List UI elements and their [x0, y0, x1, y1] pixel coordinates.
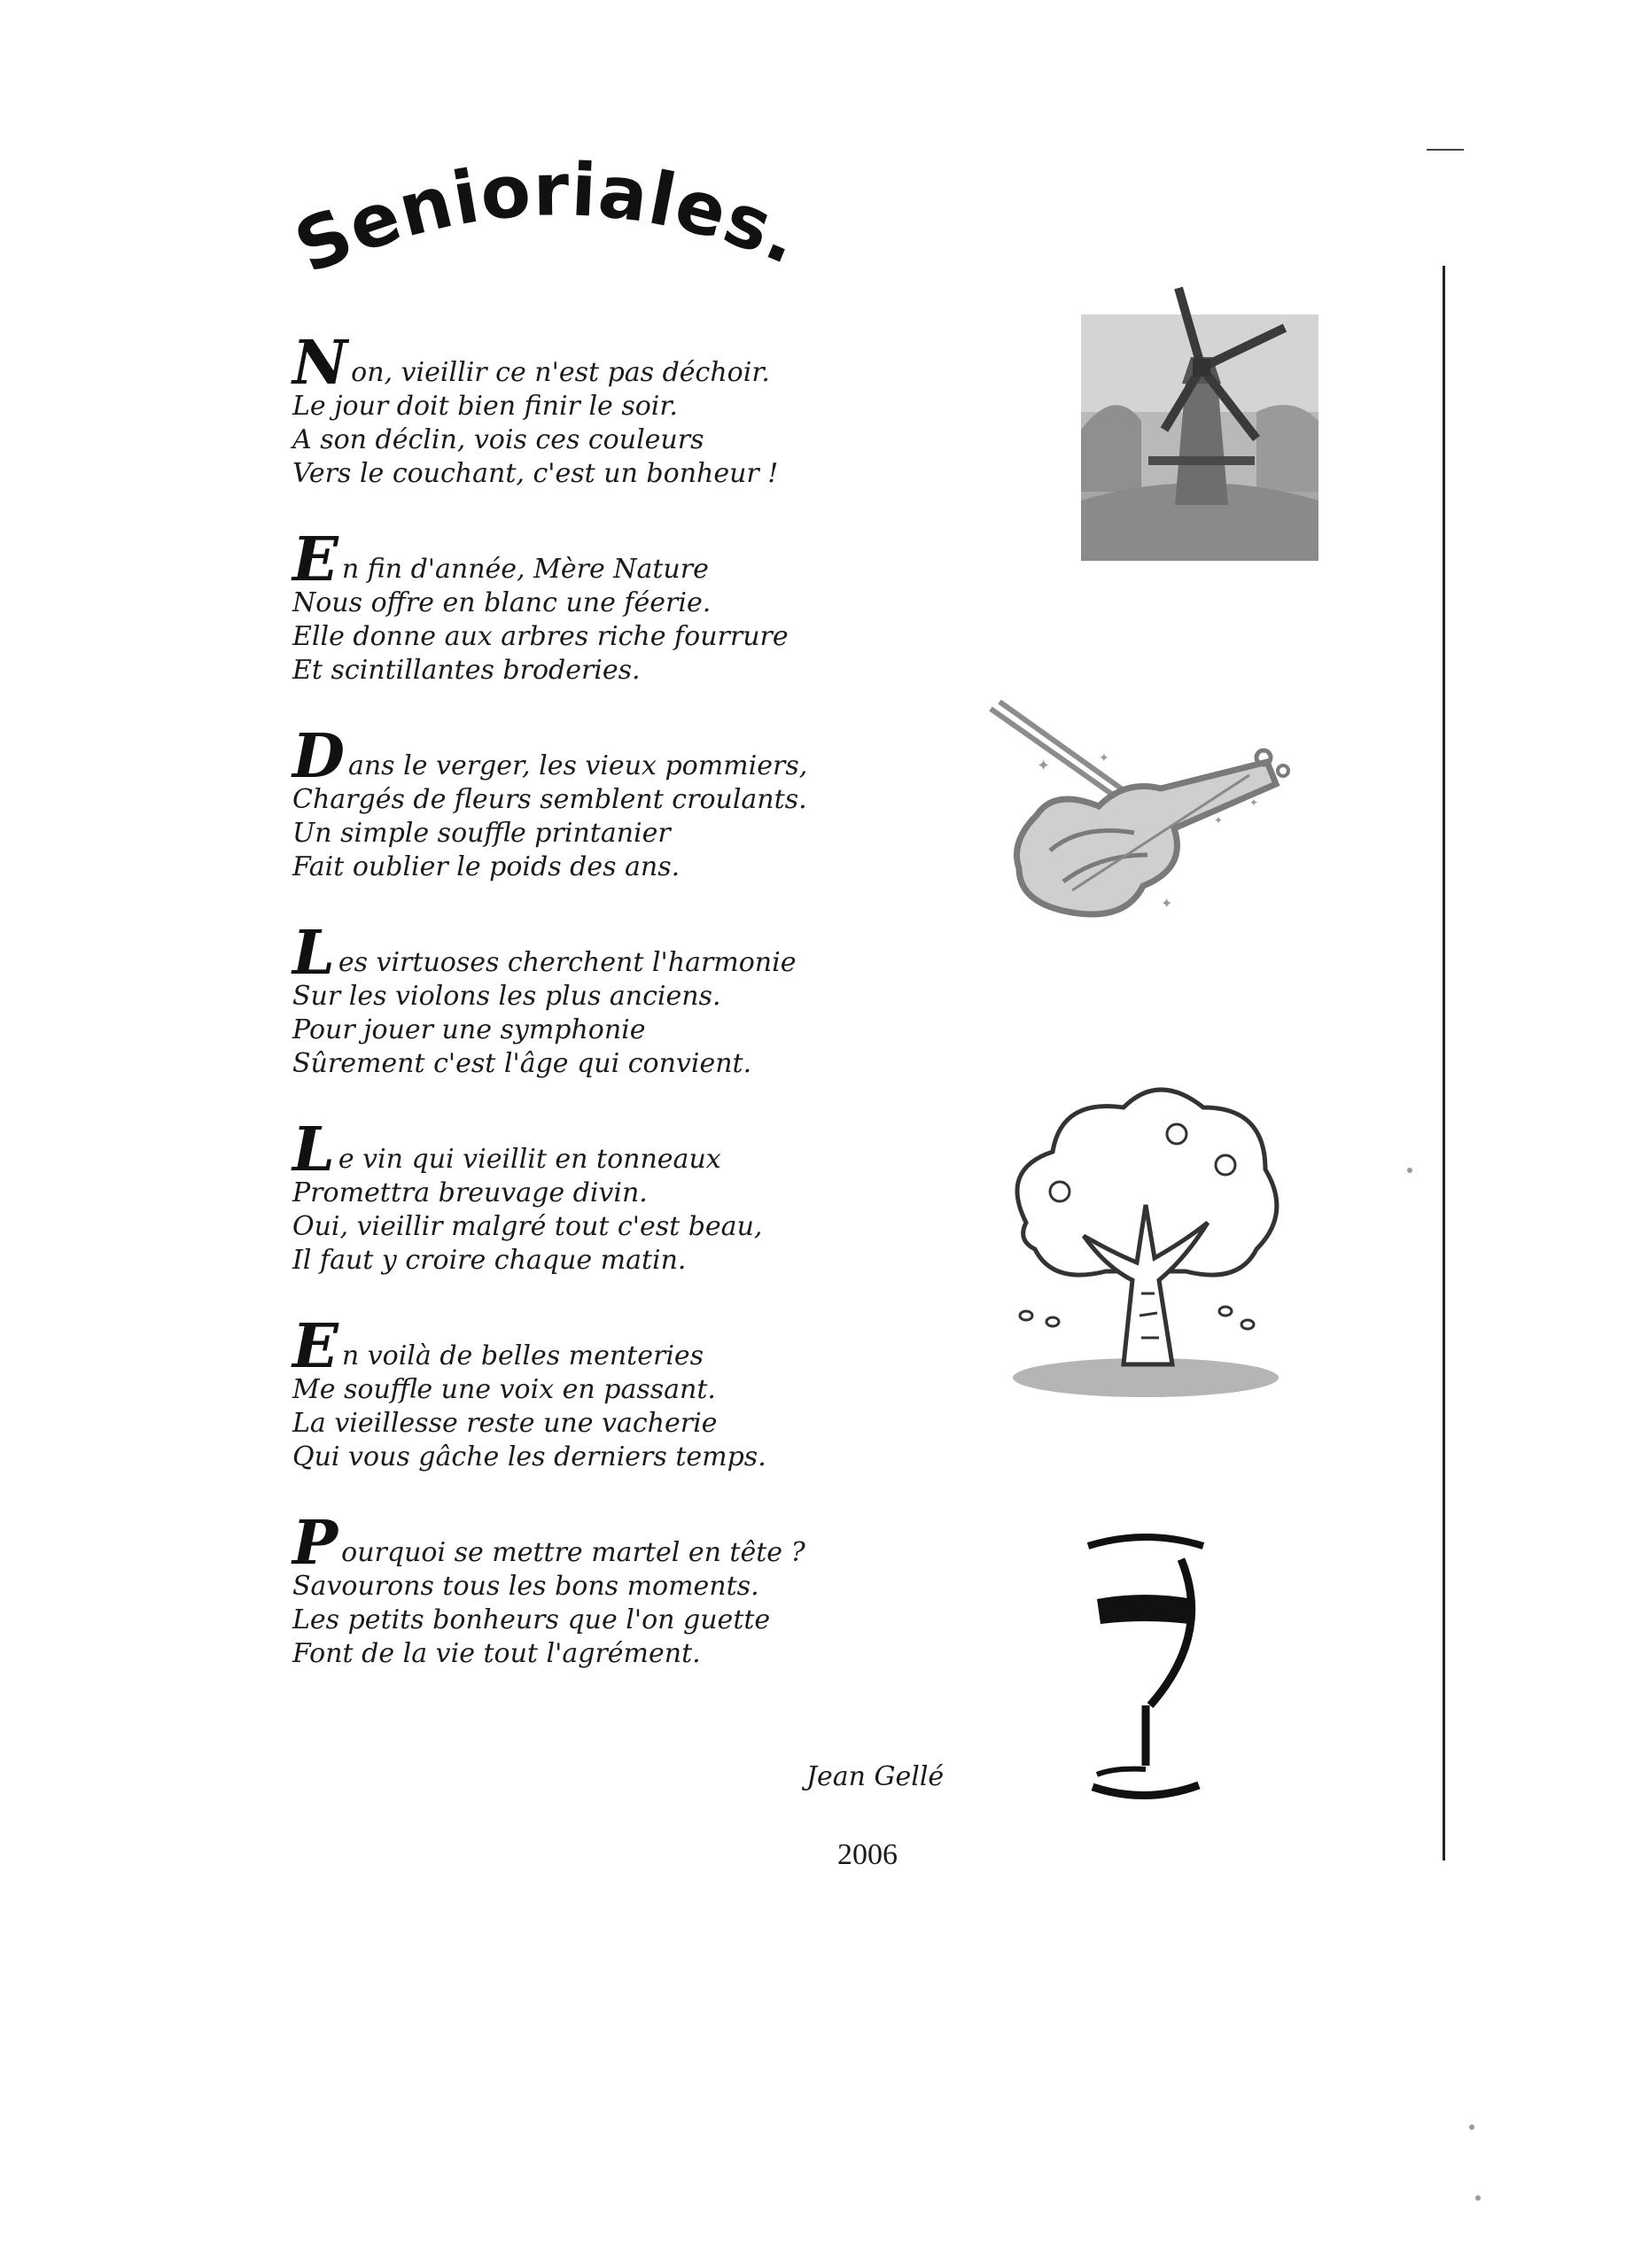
stanza-initial: E: [292, 1311, 338, 1382]
verse-line: Nous offre en blanc une féerie.: [292, 587, 712, 618]
verse-line: n voilà de belles menteries: [341, 1340, 704, 1371]
verse-line: Elle donne aux arbres riche fourrure: [292, 621, 789, 652]
verse-line: es virtuoses cherchent l'harmonie: [338, 947, 797, 978]
verse-line: Me souffle une voix en passant.: [292, 1374, 716, 1405]
verse-line: Un simple souffle printanier: [292, 818, 671, 849]
title-block: [292, 142, 824, 284]
svg-text:✦: ✦: [1249, 796, 1259, 809]
verse-line: Le jour doit bien finir le soir.: [292, 391, 678, 422]
stanza-initial: L: [292, 1115, 335, 1185]
wine-glass-icon: [1079, 1528, 1212, 1803]
stanza-initial: P: [292, 1508, 338, 1579]
verse-line: La vieillesse reste une vacherie: [292, 1408, 718, 1439]
stanza: [292, 1115, 1090, 1317]
stanza-first-line: [292, 524, 1090, 595]
scan-speck: [1469, 2124, 1474, 2130]
verse-line: Oui, vieillir malgré tout c'est beau,: [292, 1211, 763, 1242]
verse-line: Vers le couchant, c'est un bonheur !: [292, 458, 779, 489]
stanza-first-line: [292, 721, 1090, 792]
verse-line: Sûrement c'est l'âge qui convient.: [292, 1048, 752, 1079]
margin-rule: [1443, 266, 1445, 1860]
title-arc: [292, 142, 824, 284]
windmill-icon: [1079, 279, 1320, 563]
verse-line: ourquoi se mettre martel en tête ?: [341, 1537, 805, 1568]
verse-line: Les petits bonheurs que l'on guette: [292, 1604, 771, 1635]
svg-text:✦: ✦: [1037, 757, 1051, 775]
verse-line: Il faut y croire chaque matin.: [292, 1245, 687, 1276]
stanza: [292, 918, 1090, 1120]
verse-line: n fin d'année, Mère Nature: [341, 554, 709, 585]
page-title: enioriales.: [337, 148, 813, 282]
svg-text:✦: ✦: [1161, 895, 1173, 912]
verse-line: Savourons tous les bons moments.: [292, 1571, 759, 1602]
scan-speck: [1407, 1168, 1412, 1173]
scan-speck: [1475, 2195, 1481, 2201]
verse-line: ans le verger, les vieux pommiers,: [347, 750, 808, 781]
stanza: [292, 721, 1090, 923]
stanza-first-line: [292, 1311, 1090, 1382]
verse-line: Sur les violons les plus anciens.: [292, 981, 721, 1012]
verse-line: e vin qui vieillit en tonneaux: [338, 1144, 721, 1175]
verse-line: A son déclin, vois ces couleurs: [292, 424, 704, 455]
verse-line: Et scintillantes broderies.: [292, 655, 641, 686]
tree-icon: [1000, 1072, 1292, 1400]
verse-line: Chargés de fleurs semblent croulants.: [292, 784, 807, 815]
verse-line: Fait oublier le poids des ans.: [292, 851, 681, 882]
verse-line: Promettra breuvage divin.: [292, 1177, 648, 1208]
svg-text:✦: ✦: [1214, 814, 1224, 827]
verse-line: Qui vous gâche les derniers temps.: [292, 1441, 766, 1472]
stanza-initial: D: [292, 721, 345, 792]
stanza-initial: L: [292, 918, 335, 989]
stanza-first-line: [292, 918, 1090, 989]
svg-text:✦: ✦: [1099, 751, 1109, 765]
stanza-first-line: [292, 328, 1090, 399]
verse-line: Pour jouer une symphonie: [292, 1014, 646, 1045]
stanza: [292, 1311, 1090, 1513]
stanza: [292, 524, 1090, 726]
year: 2006: [837, 1838, 898, 1871]
verse-line: on, vieillir ce n'est pas déchoir.: [351, 357, 770, 388]
poem: [292, 328, 1090, 1713]
margin-tick: [1427, 149, 1464, 151]
stanza-first-line: [292, 1508, 1090, 1579]
violin-icon: [984, 700, 1303, 939]
stanza-initial: E: [292, 524, 338, 595]
author-signature: Jean Gellé: [806, 1761, 945, 1792]
stanza: [292, 1508, 1090, 1710]
stanza-initial: N: [292, 328, 348, 399]
stanza: [292, 328, 1090, 530]
verse-line: Font de la vie tout l'agrément.: [292, 1638, 701, 1669]
stanza-first-line: [292, 1115, 1090, 1185]
